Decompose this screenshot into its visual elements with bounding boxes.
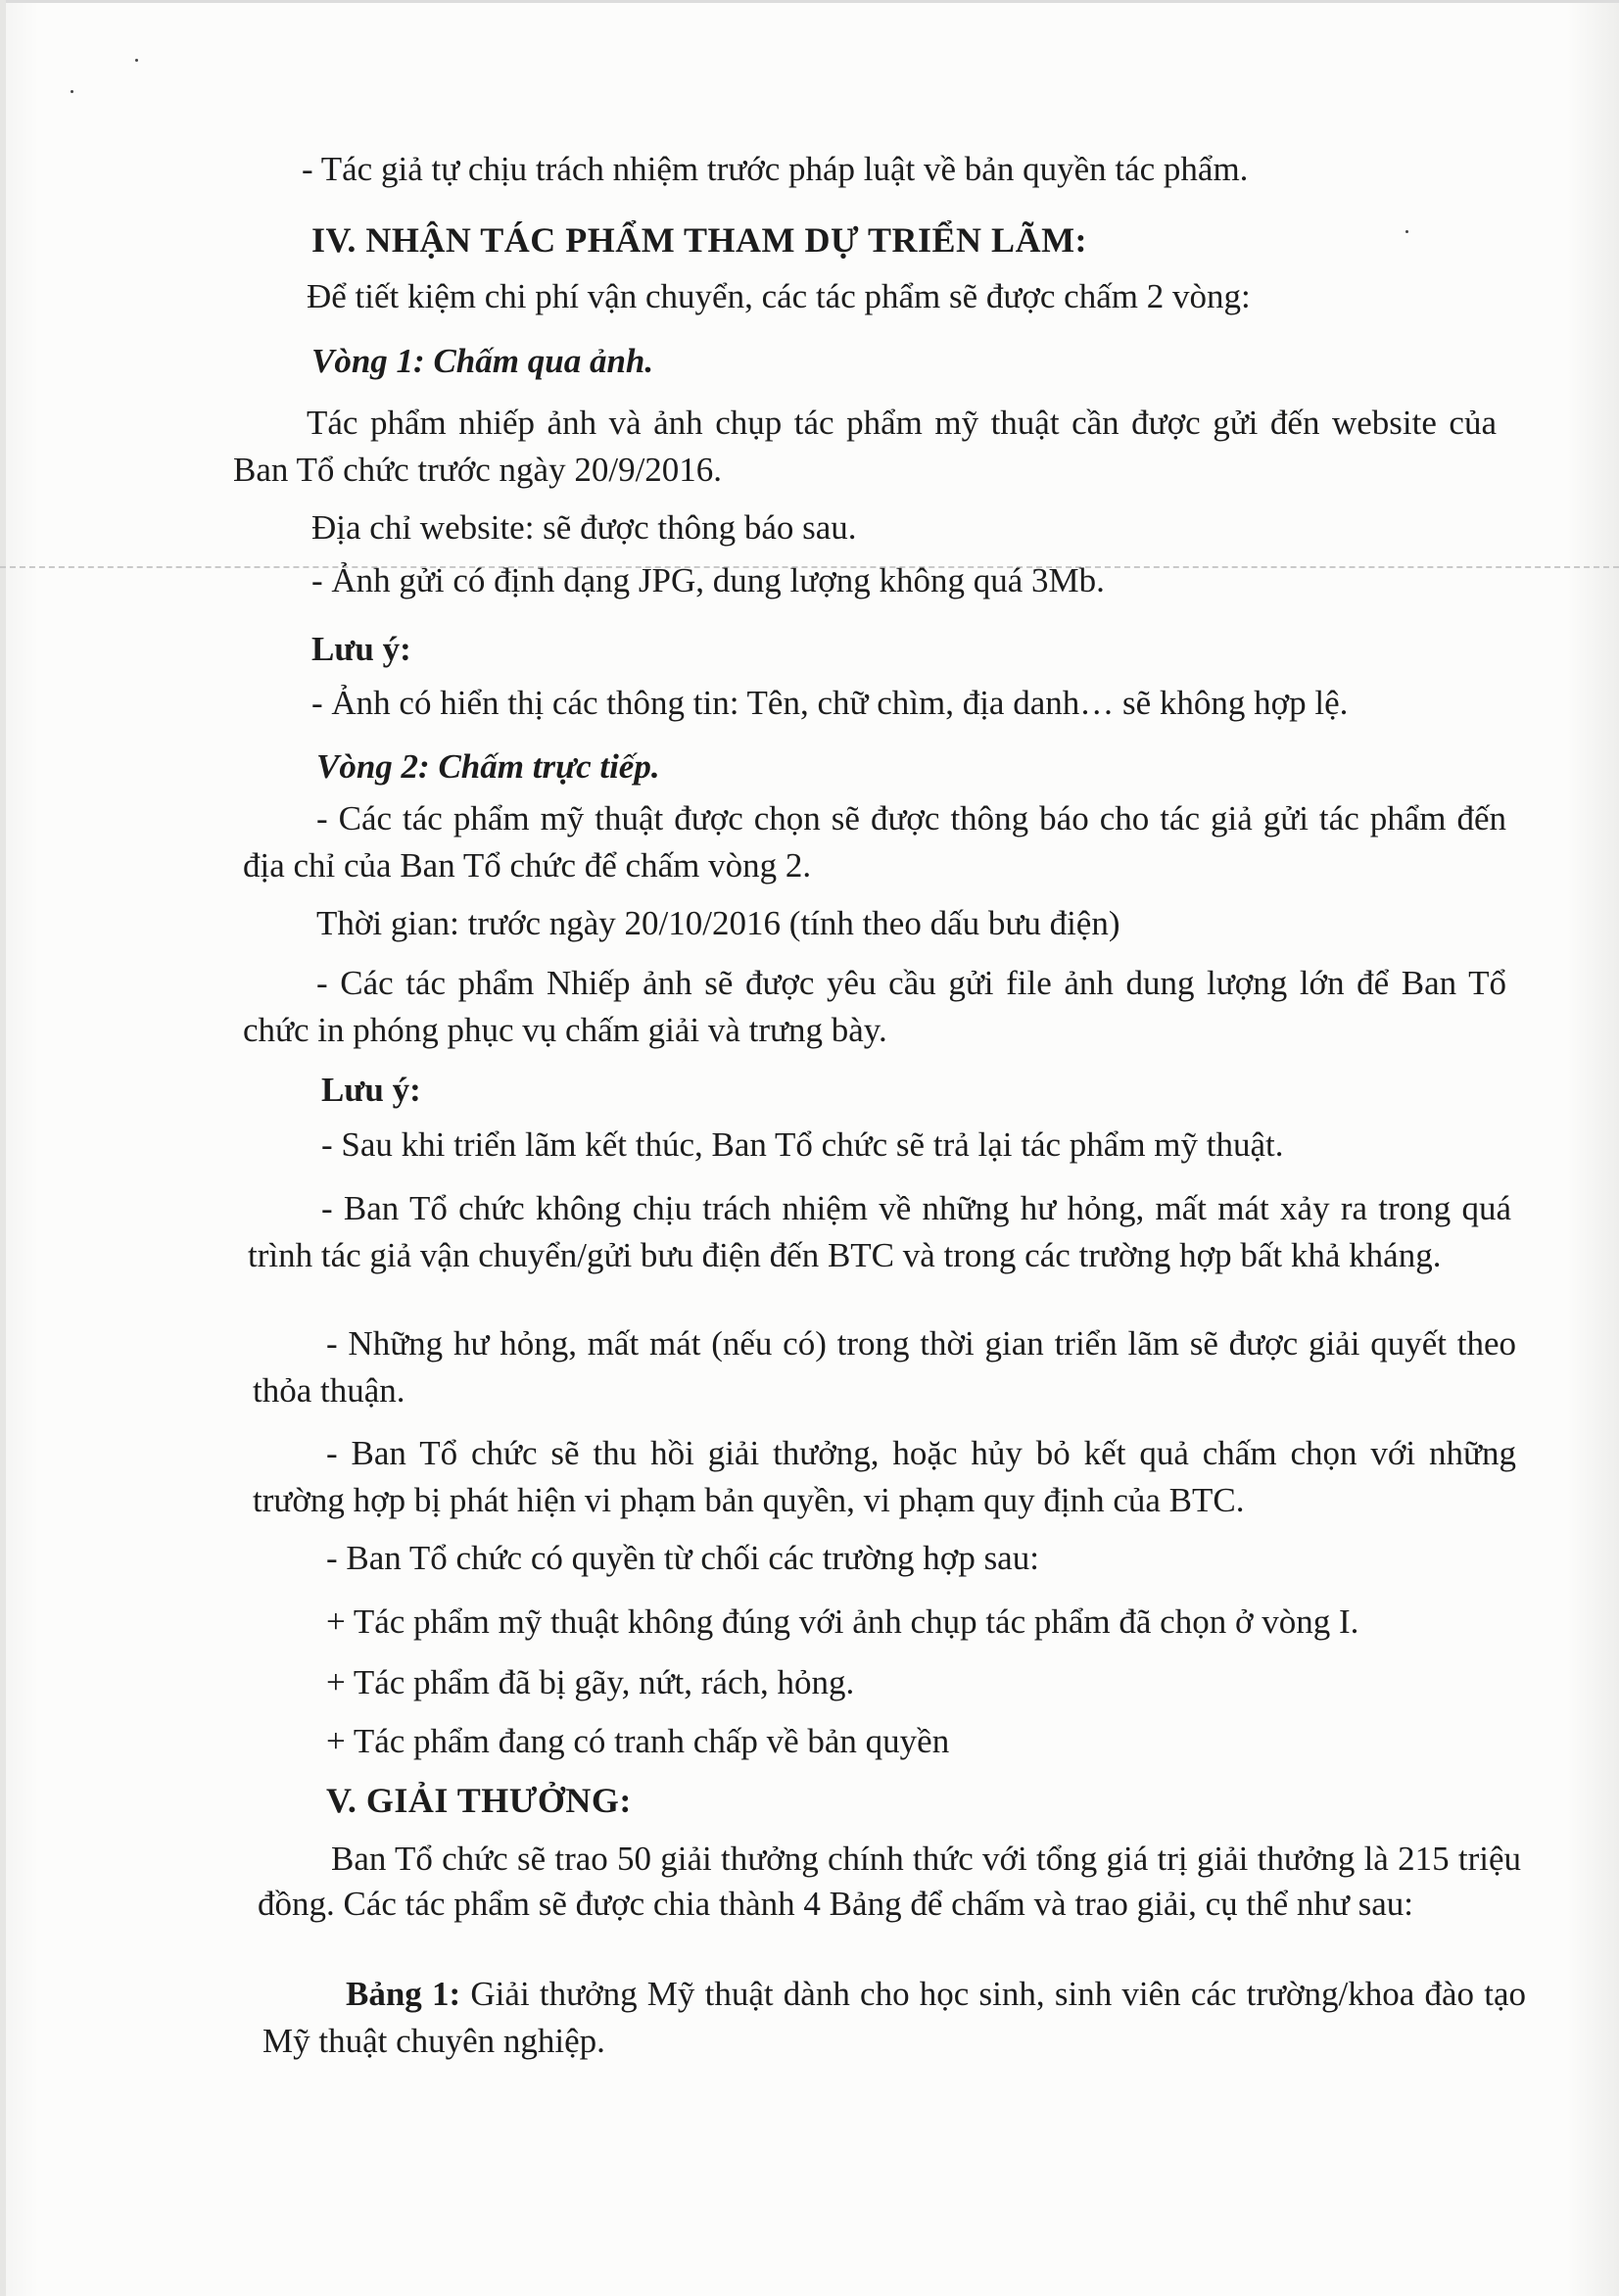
note-label-2: Lưu ý: [321,1071,421,1109]
note-1-text: - Ảnh có hiển thị các thông tin: Tên, chữ chìm, địa danh… sẽ không hợp lệ. [311,684,1349,722]
note-2-item: - Sau khi triển lãm kết thúc, Ban Tổ chức sẽ trả lại tác phẩm mỹ thuật. [321,1125,1284,1164]
photo-format: - Ảnh gửi có định dạng JPG, dung lượng không quá 3Mb. [311,561,1105,599]
two-rounds-intro: Để tiết kiệm chi phí vận chuyển, các tác phẩm sẽ được chấm 2 vòng: [307,277,1251,315]
refusal-item: + Tác phẩm đang có tranh chấp về bản quyền [326,1722,950,1760]
note-2-item: - Ban Tổ chức có quyền từ chối các trường hợp sau: [326,1539,1039,1577]
section-iv-heading: IV. NHẬN TÁC PHẨM THAM DỰ TRIỂN LÃM: [311,220,1088,260]
board1-label: Bảng 1: [346,1975,461,2013]
round2-text: - Các tác phẩm mỹ thuật được chọn sẽ được thông báo cho tác giả gửi tác phẩm đến địa chỉ của Ban Tổ chức để chấm vòng 2. [243,799,1506,885]
scan-speck [1405,230,1408,233]
page-left-edge [0,0,6,2296]
board1-paragraph [262,1971,1526,2065]
round2-title: Vòng 2: Chấm trực tiếp. [316,747,660,786]
awards-text: Ban Tổ chức sẽ trao 50 giải thưởng chính thức với tổng giá trị giải thưởng là 215 triệu đồng. Các tác phẩm sẽ được chia thành 4 Bảng để chấm và trao giải, cụ thể như sau: [258,1840,1521,1923]
page-top-edge [0,0,1619,3]
section-v-heading: V. GIẢI THƯỞNG: [326,1781,632,1820]
note-2-item: - Những hư hỏng, mất mát (nếu có) trong thời gian triển lãm sẽ được giải quyết theo thỏa thuận. [253,1324,1516,1410]
round1-text: Tác phẩm nhiếp ảnh và ảnh chụp tác phẩm mỹ thuật cần được gửi đến website của Ban Tổ chức trước ngày 20/9/2016. [233,404,1497,489]
refusal-item: + Tác phẩm đã bị gãy, nứt, rách, hỏng. [326,1663,855,1701]
note-label-1: Lưu ý: [311,630,411,668]
board1-text: Giải thưởng Mỹ thuật dành cho học sinh, sinh viên các trường/khoa đào tạo Mỹ thuật chuyên nghiệp. [262,1975,1527,2060]
note-2-item: - Ban Tổ chức sẽ thu hồi giải thưởng, hoặc hủy bỏ kết quả chấm chọn với những trường hợp bị phát hiện vi phạm bản quyền, vi phạm quy định của BTC. [253,1434,1516,1519]
refusal-item: + Tác phẩm mỹ thuật không đúng với ảnh chụp tác phẩm đã chọn ở vòng I. [326,1602,1359,1641]
note-2-item: - Ban Tổ chức không chịu trách nhiệm về những hư hỏng, mất mát xảy ra trong quá trình tác giả vận chuyển/gửi bưu điện đến BTC và trong các trường hợp bất khả kháng. [248,1189,1511,1274]
responsibility-line: - Tác giả tự chịu trách nhiệm trước pháp luật về bản quyền tác phẩm. [302,150,1249,188]
round2-photo: - Các tác phẩm Nhiếp ảnh sẽ được yêu cầu gửi file ảnh dung lượng lớn để Ban Tổ chức in phóng phục vụ chấm giải và trưng bày. [243,964,1506,1049]
round1-title: Vòng 1: Chấm qua ảnh. [311,342,654,380]
website-address: Địa chỉ website: sẽ được thông báo sau. [311,508,857,547]
scan-speck [135,59,138,62]
scan-speck [71,90,73,93]
round2-deadline: Thời gian: trước ngày 20/10/2016 (tính theo dấu bưu điện) [316,904,1120,942]
